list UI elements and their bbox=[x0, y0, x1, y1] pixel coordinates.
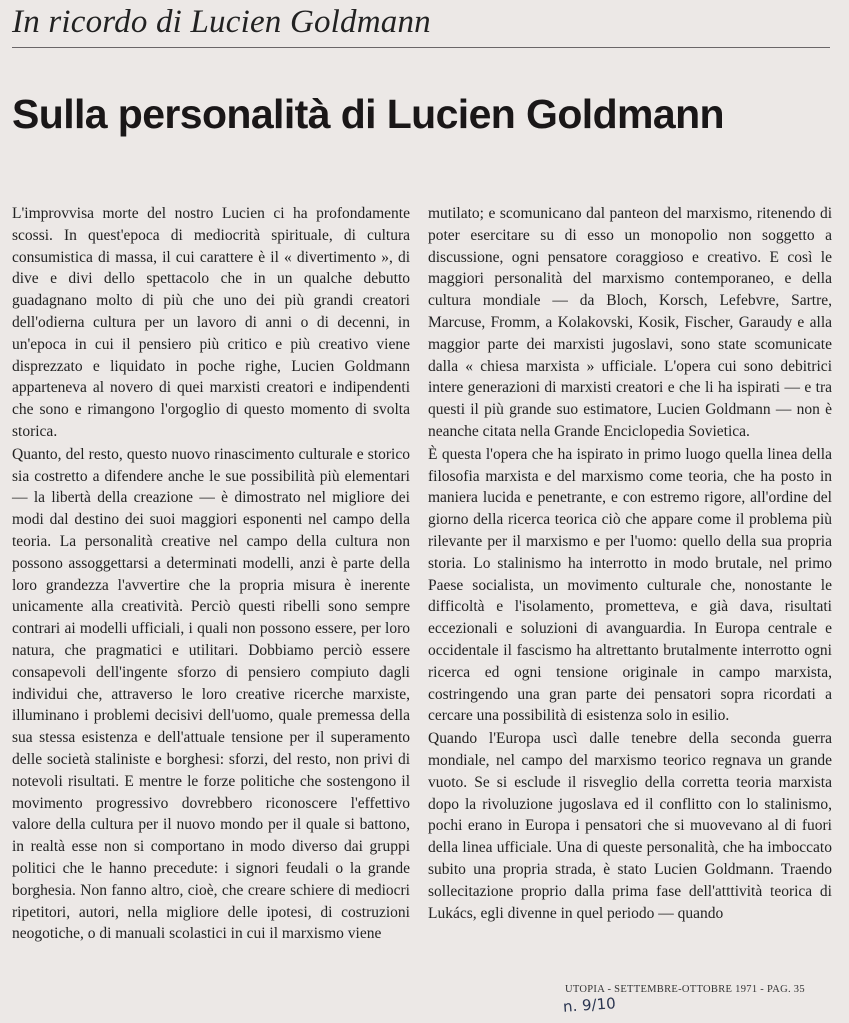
paragraph: mutilato; e scomunicano dal panteon del marxismo, ritenendo di poter esercitare su di esso un monopolio non soggetto a discussione, ogni pensatore coraggioso e creativo. E così le maggiori personalità del marxismo contemporaneo, e della cultura mondiale — da Bloch, Korsch, Lefebvre, Sartre, Marcuse, Fromm, a Kolakovski, Kosik, Fischer, Garaudy e alla maggior parte dei marxisti jugoslavi, sono state scomunicate dalla « chiesa marxista » ufficiale. L'opera cui sono debitrici intere generazioni di marxisti creatori e che li ha ispirati — e tra questi il più grande suo estimatore, Lucien Goldmann — non è neanche citata nella Grande Enciclopedia Sovietica. bbox=[428, 205, 832, 440]
paragraph: È questa l'opera che ha ispirato in primo luogo quella linea della filosofia marxista e del marxismo come teoria, che ha posto in maniera lucida e penetrante, e con estremo rigore, all'ordine del giorno della ricerca teorica ciò che appare come il problema più rilevante per il marxismo e per l'uomo: quello della sua propria storia. Lo stalinismo ha interrotto in modo brutale, nel primo Paese socialista, un movimento culturale che, nonostante le difficoltà e l'isolamento, prometteva, e già dava, risultati eccezionali e soluzioni di avanguardia. In Europa centrale e occidentale il fascismo ha altrettanto brutalmente interrotto ogni ricerca ed ogni tensione originale in campo marxista, costringendo una gran parte dei pensatori sopra ricordati a cercare una possibilità di esistenza solo in esilio. bbox=[428, 445, 832, 725]
article-title: Sulla personalità di Lucien Goldmann bbox=[12, 91, 724, 137]
right-column bbox=[428, 203, 832, 924]
paragraph: Quanto, del resto, questo nuovo rinascimento culturale e storico sia costretto a difendere anche le sue possibilità più elementari — la libertà della creazione — è dimostrato nel migliore dei modi dal destino dei suoi maggiori esponenti nel campo della teoria. La personalità creative nel campo della cultura non possono assoggettarsi a determinati modelli, anzi è parte della loro grandezza l'avvertire che la propria misura è inerente unicamente alla creatività. Perciò questi ribelli sono sempre contrari ai modelli ufficiali, i quali non possono essere, per loro natura, che pragmatici e utilitari. Dobbiamo perciò essere consapevoli dell'ingente sforzo di pensiero compiuto dagli individui che, attraverso le loro creative ricerche marxiste, illuminano i problemi decisivi dell'uomo, quale premessa della sua stessa esistenza e dell'attuale tensione per il superamento delle società staliniste e borghesi: sforzi, del resto, non privi di notevoli risultati. E mentre le forze politiche che sostengono il movimento progressivo dovrebbero riconoscere l'effettivo valore della cultura per il nuovo mondo per il quale si battono, in realtà esse non si comportano in modo diverso dai gruppi politici che le hanno precedute: i signori feudali o la grande borghesia. Non fanno altro, cioè, che creare schiere di mediocri ripetitori, autori, nella migliore delle ipotesi, di costruzioni neogotiche, o di manuali scolastici in cui il marxismo viene bbox=[12, 445, 410, 943]
header-divider bbox=[12, 47, 830, 48]
running-header-title: In ricordo di Lucien Goldmann bbox=[12, 4, 431, 40]
left-column bbox=[12, 203, 410, 945]
handwritten-issue-mark: n. 9/10 bbox=[562, 994, 617, 1016]
publication-footer: UTOPIA - SETTEMBRE-OTTOBRE 1971 - PAG. 35 bbox=[565, 984, 805, 995]
paragraph: L'improvvisa morte del nostro Lucien ci ha profondamente scossi. In quest'epoca di mediocrità spirituale, di cultura consumistica di massa, il cui carattere è il « divertimento », di dive e divi dello spettacolo che in un qualche debutto guadagnano molto di più che uno dei più grandi creatori dell'odierna cultura per un lavoro di anni o di decenni, in un'epoca in cui il pensiero più critico e più creativo viene disprezzato e liquidato in poche righe, Lucien Goldmann apparteneva al novero di quei marxisti creatori e indipendenti che sono e rimangono l'orgoglio di questo momento di svolta storica. bbox=[12, 205, 410, 440]
paragraph: Quando l'Europa uscì dalle tenebre della seconda guerra mondiale, nel campo del marxismo teorico regnava un grande vuoto. Se si esclude il risveglio della corretta teoria marxista dopo la rivoluzione jugoslava ed il conflitto con lo stalinismo, pochi erano in Europa i pensatori che si muovevano al di fuori della linea ufficiale. Una di queste personalità, che ha imboccato subito una propria strada, è stato Lucien Goldmann. Traendo sollecitazione proprio dalla prima fase dell'atttività teorica di Lukács, egli divenne in quel periodo — quando bbox=[428, 730, 832, 922]
